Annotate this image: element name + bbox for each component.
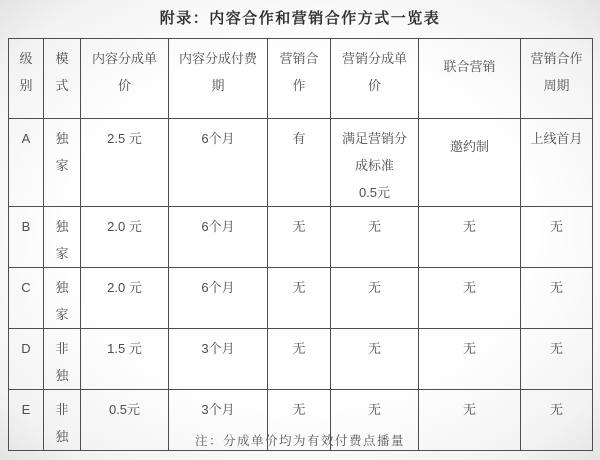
header-cell-level: 级 别 xyxy=(9,39,44,119)
header-cell-content-unit-price: 内容分成单 价 xyxy=(81,39,169,119)
cell-joint-marketing: 无 xyxy=(419,268,521,329)
page-title: 附录：内容合作和营销合作方式一览表 xyxy=(159,10,441,27)
cell-marketing-coop-cycle: 无 xyxy=(521,390,593,451)
cell-content-pay-period: 6个月 xyxy=(169,119,268,207)
cell-mode: 非 独 xyxy=(44,329,81,390)
cell-content-unit-price: 0.5元 xyxy=(81,390,169,451)
table-row-a xyxy=(9,119,593,207)
cell-marketing-coop-cycle: 上线首月 xyxy=(521,119,593,207)
cooperation-table xyxy=(8,38,593,451)
cell-marketing-unit-price: 无 xyxy=(331,207,419,268)
cell-level: A xyxy=(9,119,44,207)
cell-content-pay-period: 6个月 xyxy=(169,207,268,268)
cell-marketing-coop-cycle: 无 xyxy=(521,207,593,268)
cell-marketing-unit-price: 无 xyxy=(331,390,419,451)
cell-joint-marketing: 无 xyxy=(419,207,521,268)
cell-marketing-coop: 无 xyxy=(268,268,331,329)
table-row-b xyxy=(9,207,593,268)
cell-mode: 独 家 xyxy=(44,119,81,207)
header-cell-content-pay-period: 内容分成付费 期 xyxy=(169,39,268,119)
cell-marketing-coop: 无 xyxy=(268,207,331,268)
cell-level: B xyxy=(9,207,44,268)
header-cell-marketing-unit-price: 营销分成单 价 xyxy=(331,39,419,119)
cell-marketing-coop: 无 xyxy=(268,329,331,390)
cell-marketing-coop: 无 xyxy=(268,390,331,451)
cell-mode: 独 家 xyxy=(44,207,81,268)
header-cell-mode: 模 式 xyxy=(44,39,81,119)
cell-marketing-coop-cycle: 无 xyxy=(521,329,593,390)
cell-mode: 独 家 xyxy=(44,268,81,329)
cell-level: E xyxy=(9,390,44,451)
cell-marketing-coop: 有 xyxy=(268,119,331,207)
table-row-d xyxy=(9,329,593,390)
cell-content-unit-price: 2.0 元 xyxy=(81,207,169,268)
cell-content-unit-price: 2.5 元 xyxy=(81,119,169,207)
cell-joint-marketing: 无 xyxy=(419,329,521,390)
cell-marketing-unit-price: 满足营销分 成标准 0.5元 xyxy=(331,119,419,207)
cell-joint-marketing: 邀约制 xyxy=(419,119,521,207)
header-row xyxy=(9,39,593,119)
footnote: 注：分成单价均为有效付费点播量 xyxy=(194,434,405,448)
cell-content-pay-period: 6个月 xyxy=(169,268,268,329)
table-row-c xyxy=(9,268,593,329)
cell-content-pay-period: 3个月 xyxy=(169,390,268,451)
cell-marketing-unit-price: 无 xyxy=(331,329,419,390)
header-cell-marketing-coop: 营销合 作 xyxy=(268,39,331,119)
cell-joint-marketing: 无 xyxy=(419,390,521,451)
cell-mode: 非 独 xyxy=(44,390,81,451)
header-cell-joint-marketing: 联合营销 xyxy=(419,39,521,119)
header-cell-marketing-coop-cycle: 营销合作 周期 xyxy=(521,39,593,119)
cell-content-unit-price: 1.5 元 xyxy=(81,329,169,390)
cell-content-unit-price: 2.0 元 xyxy=(81,268,169,329)
cell-level: C xyxy=(9,268,44,329)
cell-content-pay-period: 3个月 xyxy=(169,329,268,390)
cell-marketing-coop-cycle: 无 xyxy=(521,268,593,329)
cell-level: D xyxy=(9,329,44,390)
cell-marketing-unit-price: 无 xyxy=(331,268,419,329)
